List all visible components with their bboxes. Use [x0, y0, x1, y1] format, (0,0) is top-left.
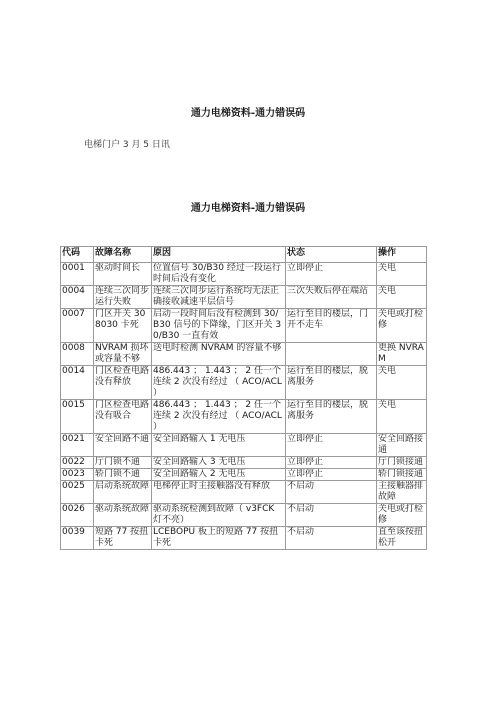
cell-cause: 安全回路输入 1 无电压 [152, 434, 286, 457]
cell-code: 0015 [61, 400, 94, 434]
cell-status: 立即停止 [286, 469, 377, 481]
page-title: 通力电梯资料-通力错误码 [190, 108, 306, 119]
cell-action: 关电 [377, 263, 427, 286]
cell-action: 厅门锁接通 [377, 457, 427, 469]
table-row [61, 309, 427, 343]
cell-code: 0008 [61, 343, 94, 366]
cell-code: 0004 [61, 286, 94, 309]
cell-cause: 驱动系统检测到故障（ v3FCK 灯不亮） [152, 504, 286, 527]
cell-action: 主接触器排故障 [377, 481, 427, 504]
header-cause: 原因 [152, 247, 286, 263]
cell-action: 更换 NVRAM [377, 343, 427, 366]
cell-status: 立即停止 [286, 263, 377, 286]
cell-action: 直至该按扭松开 [377, 527, 427, 550]
table-row [61, 504, 427, 527]
cell-status: 不启动 [286, 481, 377, 504]
cell-fault-name: 门区检查电路没有释放 [94, 366, 152, 400]
table-row [61, 457, 427, 469]
cell-fault-name: 驱动时间长 [94, 263, 152, 286]
header-fault-name: 故障名称 [94, 247, 152, 263]
cell-fault-name: 启动系统故障 [94, 481, 152, 504]
cell-status: 立即停止 [286, 457, 377, 469]
cell-action: 关电或打检修 [377, 504, 427, 527]
cell-code: 0022 [61, 457, 94, 469]
table-row [61, 481, 427, 504]
cell-code: 0021 [61, 434, 94, 457]
cell-cause: 486.443 ； 1.443 ； 2 任一个连续 2 次没有经过 （ ACO/ACL ） [152, 366, 286, 400]
cell-action: 关电 [377, 366, 427, 400]
article-meta: 电梯门户 3 月 5 日讯 [84, 140, 170, 150]
cell-fault-name: 门区检查电路没有吸合 [94, 400, 152, 434]
cell-cause: LCEBOPU 板上的短路 77 按扭卡死 [152, 527, 286, 550]
error-code-table [60, 246, 427, 550]
cell-cause: 安全回路输入 2 无电压 [152, 469, 286, 481]
cell-status: 三次失败后停在端站 [286, 286, 377, 309]
cell-cause: 送电时检测 NVRAM 的容量不够 [152, 343, 286, 366]
table-row [61, 400, 427, 434]
cell-fault-name: NVRAM 损坏或容量不够 [94, 343, 152, 366]
cell-action: 关电 [377, 286, 427, 309]
cell-status [286, 343, 377, 366]
cell-cause: 电梯停止时主接触器没有释放 [152, 481, 286, 504]
cell-fault-name: 门区开关 308030 卡死 [94, 309, 152, 343]
cell-fault-name: 厅门锁不通 [94, 457, 152, 469]
section-title: 通力电梯资料-通力错误码 [190, 203, 306, 214]
table-row [61, 469, 427, 481]
header-code: 代码 [61, 247, 94, 263]
cell-status: 不启动 [286, 504, 377, 527]
cell-status: 运行至目的楼层，脱离服务 [286, 400, 377, 434]
cell-code: 0039 [61, 527, 94, 550]
cell-fault-name: 轿门锁不通 [94, 469, 152, 481]
table-row [61, 366, 427, 400]
cell-code: 0025 [61, 481, 94, 504]
table-row [61, 286, 427, 309]
cell-status: 运行至目的楼层，门开不走车 [286, 309, 377, 343]
cell-fault-name: 安全回路不通 [94, 434, 152, 457]
cell-action: 关电 [377, 400, 427, 434]
cell-fault-name: 短路 77 按扭卡死 [94, 527, 152, 550]
table-header-row [61, 247, 427, 263]
header-status: 状态 [286, 247, 377, 263]
cell-action: 轿门锁接通 [377, 469, 427, 481]
table-row [61, 527, 427, 550]
cell-status: 运行至目的楼层，脱离服务 [286, 366, 377, 400]
cell-status: 不启动 [286, 527, 377, 550]
cell-code: 0001 [61, 263, 94, 286]
cell-code: 0007 [61, 309, 94, 343]
cell-cause: 位置信号 30/B30 经过一段运行时间后没有变化 [152, 263, 286, 286]
table-row [61, 263, 427, 286]
cell-code: 0023 [61, 469, 94, 481]
cell-cause: 486.443 ； 1.443 ； 2 任一个连续 2 次没有经过 （ ACO/ACL ） [152, 400, 286, 434]
cell-code: 0026 [61, 504, 94, 527]
header-action: 操作 [377, 247, 427, 263]
cell-code: 0014 [61, 366, 94, 400]
cell-cause: 启动一段时间后没有检测到 30/B30 信号的下降缘，门区开关 30/B30 一直有效 [152, 309, 286, 343]
cell-fault-name: 连续三次同步运行失败 [94, 286, 152, 309]
cell-cause: 连续三次同步运行系统均无法正确接收减速平层信号 [152, 286, 286, 309]
cell-action: 安全回路接通 [377, 434, 427, 457]
cell-action: 关电或打检修 [377, 309, 427, 343]
table-row [61, 343, 427, 366]
cell-fault-name: 驱动系统故障 [94, 504, 152, 527]
cell-status: 立即停止 [286, 434, 377, 457]
cell-cause: 安全回路输入 3 无电压 [152, 457, 286, 469]
table-row [61, 434, 427, 457]
